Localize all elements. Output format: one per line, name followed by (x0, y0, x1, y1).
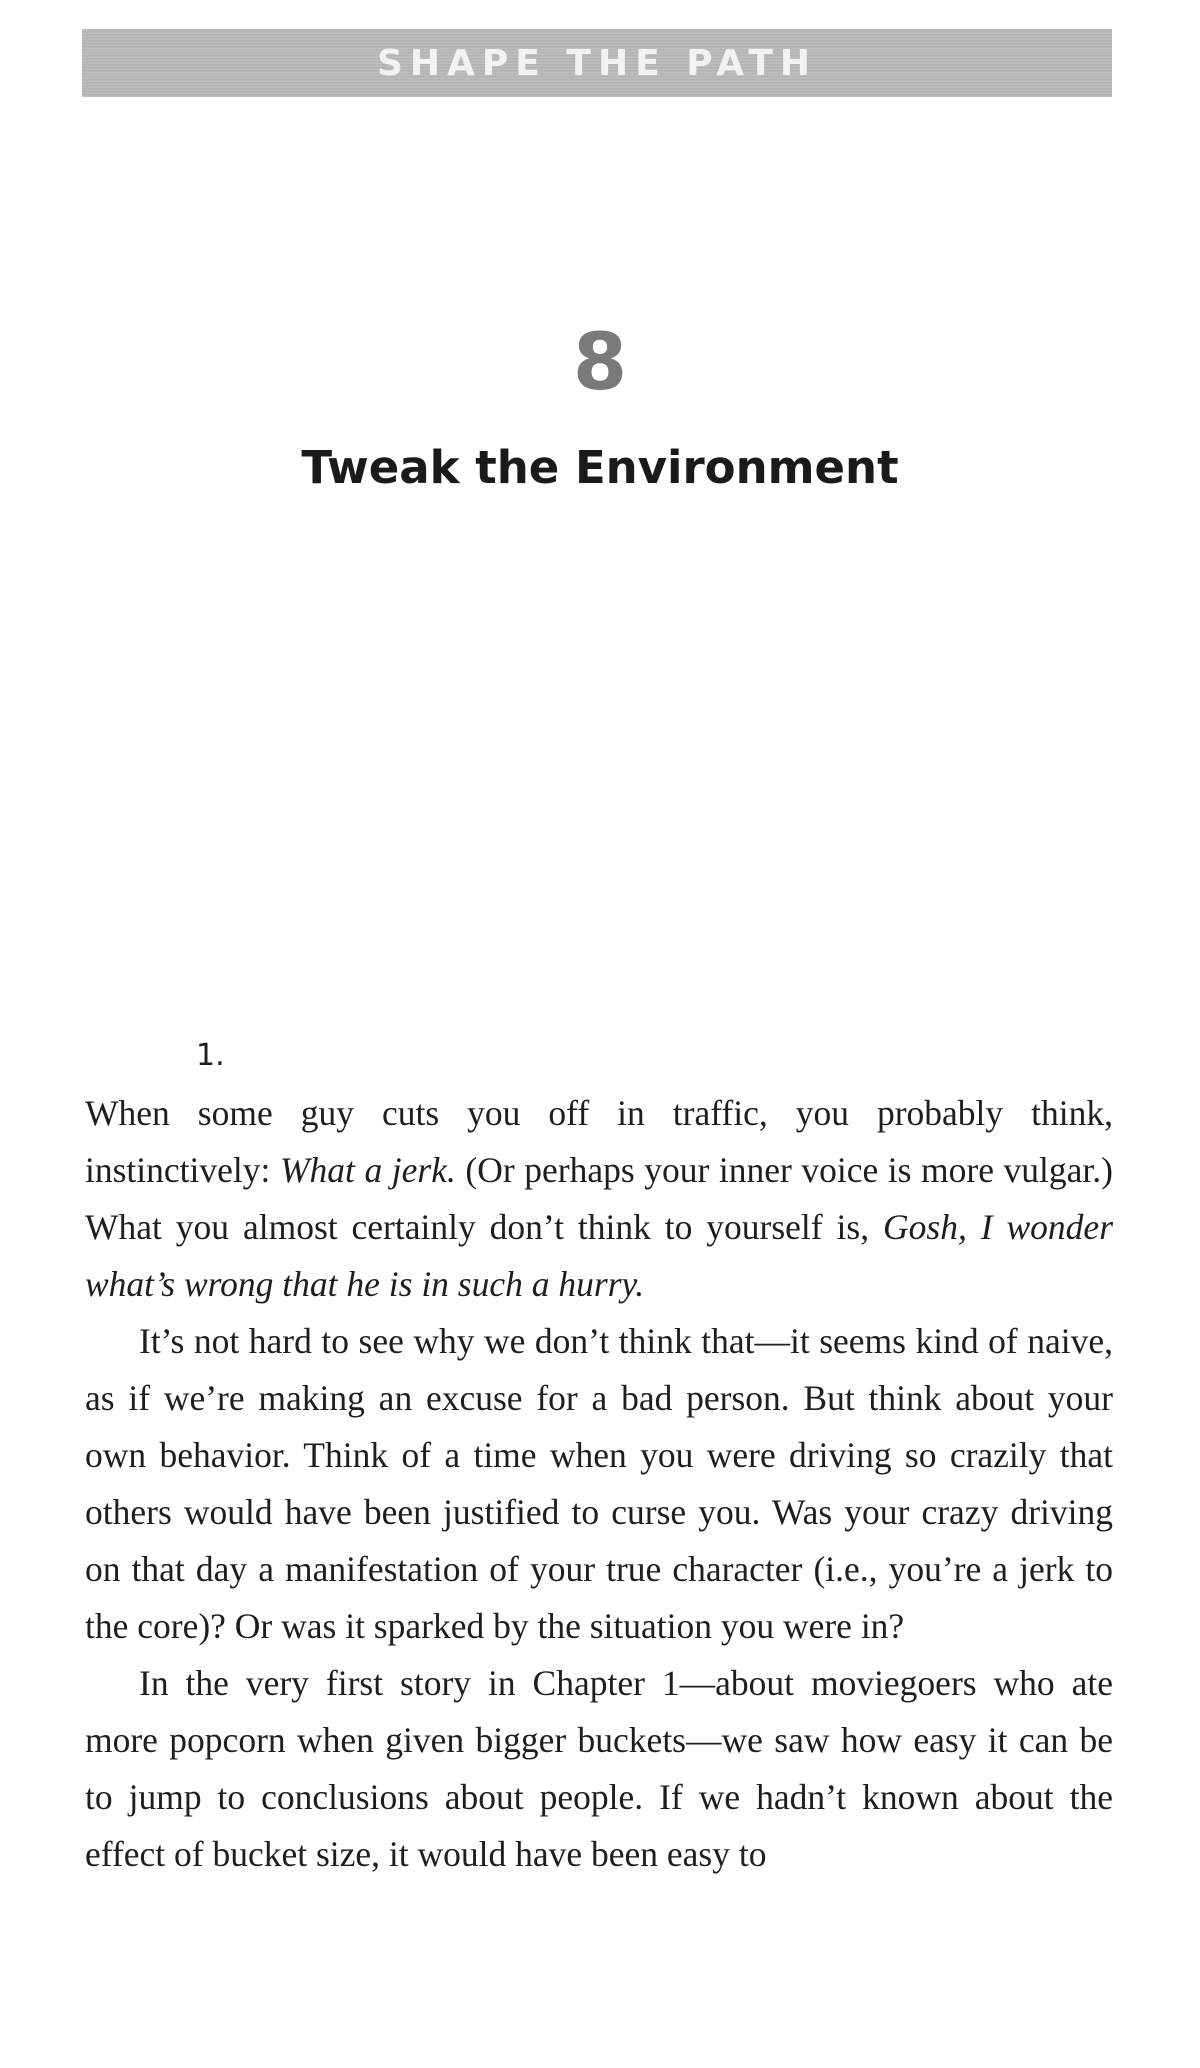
chapter-title: Tweak the Environment (301, 441, 899, 494)
section-label: SHAPE THE PATH (376, 42, 818, 84)
paragraph-3: In the very first story in Chapter 1—about moviegoers who ate more popcorn when given bigger buckets—we saw how easy it can be to jump to conclusions about people. If we hadn’t known about the effect of bucket size, it would have been easy to (85, 1663, 1113, 1874)
paragraph-1 (85, 1085, 1113, 1313)
paragraph-1-text-a: When some guy cuts you off in traffic, you probably think, instinctively: (85, 1093, 1113, 1190)
footnote-marker: 1. (196, 1038, 225, 1073)
paragraph-1-italic-b: Gosh, I wonder what’s wrong that he is in such a hurry. (85, 1207, 1114, 1304)
paragraph-2: It’s not hard to see why we don’t think that—it seems kind of naive, as if we’re making an excuse for a bad person. But think about your own behavior. Think of a time when you were driving so crazily that others would have been justified to curse you. Was your crazy driving on that day a manifestation of your true character (i.e., you’re a jerk to the core)? Or was it sparked by the situation you were in? (85, 1321, 1113, 1646)
chapter-number: 8 (572, 318, 628, 408)
paragraph-1-text-b: (Or perhaps your inner voice is more vulgar.) What you almost certainly don’t think to yourself is, (85, 1150, 1113, 1247)
running-header (82, 29, 1112, 97)
paragraph-1-italic-a: What a jerk. (279, 1150, 456, 1190)
body-text (85, 1085, 1113, 1883)
